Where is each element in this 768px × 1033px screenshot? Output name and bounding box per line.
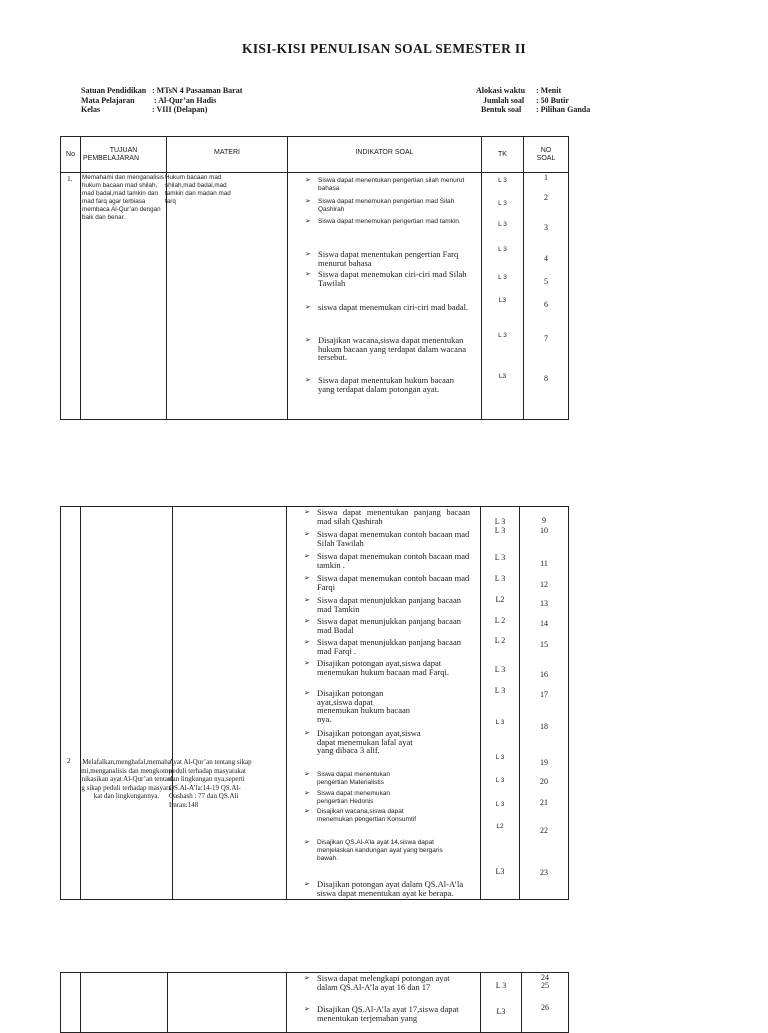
header-tujuan (81, 137, 167, 173)
nosoal-value: 6 (544, 300, 548, 309)
tk-value: L 3 (498, 246, 507, 253)
indikator-item: ➢ Siswa dapat melengkapi potongan ayat dalam QS.Al-A’la ayat 16 dan 17 (304, 973, 450, 992)
nosoal-value: 14 (540, 619, 548, 628)
arrow-bullet-icon: ➢ (304, 552, 310, 560)
arrow-bullet-icon: ➢ (304, 596, 310, 604)
tk-cell (481, 507, 520, 900)
meta-satuan-value: : MTsN 4 Pasaaman Barat (152, 86, 243, 95)
arrow-bullet-icon: ➢ (304, 790, 310, 797)
nosoal-cell (524, 173, 569, 420)
tk-value: L 3 (498, 332, 507, 339)
indikator-item: ➢ Siswa dapat menemukan ciri-ciri mad Silah Tawilah (305, 269, 467, 288)
meta-kelas-value: : VIII (Delapan) (152, 105, 208, 114)
nosoal-value: 1 (544, 173, 548, 182)
tk-value: L 3 (495, 981, 507, 990)
indikator-item: ➢ Siswa dapat menentukan pengertian Farq menurut bahasa (305, 249, 459, 268)
indikator-item: ➢ siswa dapat menemukan ciri-ciri mad badal. (305, 302, 469, 312)
kisi-table-2 (60, 506, 569, 900)
indikator-item: ➢ Disajikan QS.Al-A’la ayat 14,siswa dapat menjelaskan kandungan ayat yang bergaris bawah. (304, 839, 443, 862)
indikator-item: ➢ Disajikan wacana,siswa dapat menemukan pengertian Konsumtif (304, 808, 417, 823)
arrow-bullet-icon: ➢ (304, 617, 310, 625)
header-indikator: INDIKATOR SOAL (288, 137, 482, 173)
indikator-item: ➢ Siswa dapat menentukan hukum bacaan yang terdapat dalam potongan ayat. (305, 375, 454, 394)
indikator-item: ➢ Siswa dapat menunjukkan panjang bacaan mad Farqi . (304, 637, 461, 656)
arrow-bullet-icon: ➢ (305, 376, 311, 384)
arrow-bullet-icon: ➢ (304, 1005, 310, 1013)
arrow-bullet-icon: ➢ (304, 638, 310, 646)
indikator-item: ➢ Disajikan potongan ayat,siswa dapat menemukan hukum bacaan nya. (304, 688, 410, 724)
nosoal-value: 16 (540, 670, 548, 679)
materi-text: Hukum bacaan mad shilah,mad badal,mad tamkin dan madan mad farq (165, 174, 231, 205)
tk-value: L2 (496, 823, 504, 830)
nosoal-value: 2 (544, 193, 548, 202)
row-no: 2 (67, 756, 71, 765)
materi-cell (169, 507, 287, 900)
arrow-bullet-icon: ➢ (305, 218, 311, 225)
nosoal-value: 9 (542, 516, 546, 525)
tk-value: L 2 (494, 616, 506, 625)
arrow-bullet-icon: ➢ (304, 771, 310, 778)
nosoal-value: 26 (541, 1003, 549, 1012)
tk-value: L 3 (495, 754, 505, 761)
nosoal-value: 21 (540, 798, 548, 807)
tk-value: L3 (498, 373, 507, 380)
materi-text: Ayat Al-Qur’an tentang sikap peduli terhadap masyarakat dan lingkungan nya,seperti QS.Al-A’la:14-19 QS.Al-Qashash : 77 dan QS.Ali Imran:148 (169, 758, 252, 809)
meta-mapel-label: Mata Pelajaran (81, 96, 135, 105)
tujuan-cell (81, 173, 167, 420)
indikator-cell (288, 173, 482, 420)
header-nosoal-line2: SOAL (536, 154, 556, 162)
nosoal-value: 15 (540, 640, 548, 649)
meta-mapel-value: : Al-Qur’an Hadis (154, 96, 217, 105)
tk-cell (482, 173, 524, 420)
arrow-bullet-icon: ➢ (304, 729, 310, 737)
header-nosoal (524, 137, 569, 173)
nosoal-value: 18 (540, 722, 548, 731)
tk-value: L 3 (498, 200, 507, 207)
nosoal-value: 22 (540, 826, 548, 835)
tujuan-text: Memahami dan menganalisis hukum bacaan mad shilah, mad badal,mad tamkin dan mad farq agar terbiasa membaca Al-Qur’an dengan baik dan benar. (82, 174, 164, 221)
indikator-item: ➢ Siswa dapat menentukan pengertian silah menurut bahasa (305, 177, 465, 192)
nosoal-value: 7 (544, 334, 548, 343)
table-header-row (61, 137, 569, 173)
tk-value: L 2 (494, 636, 506, 645)
nosoal-value: 20 (540, 777, 548, 786)
arrow-bullet-icon: ➢ (305, 177, 311, 184)
nosoal-value: 10 (540, 526, 548, 535)
nosoal-value: 25 (541, 981, 549, 990)
arrow-bullet-icon: ➢ (304, 880, 310, 888)
indikator-item: ➢ Siswa dapat menentukan pengertian Materialistis (304, 771, 390, 786)
indikator-item: ➢ Siswa dapat menemukan contoh bacaan mad Farqi (304, 573, 470, 592)
tk-value: L 3 (494, 553, 506, 562)
arrow-bullet-icon: ➢ (304, 974, 310, 982)
tk-value: L3 (498, 297, 507, 304)
nosoal-value: 5 (544, 277, 548, 286)
tk-value: L 3 (494, 574, 506, 583)
arrow-bullet-icon: ➢ (304, 689, 310, 697)
tk-value: L 3 (494, 665, 506, 674)
page-title: KISI-KISI PENULISAN SOAL SEMESTER II (242, 41, 526, 56)
tk-value: L 3 (495, 777, 505, 784)
tk-value: L 3 (494, 686, 506, 695)
tk-value: L2 (495, 595, 505, 604)
arrow-bullet-icon: ➢ (305, 198, 311, 205)
row-no-cell (61, 507, 81, 900)
header-tujuan-line1: TUJUAN (109, 146, 138, 154)
indikator-item: ➢ Siswa dapat menunjukkan panjang bacaan mad Tamkin (304, 595, 461, 614)
meta-kelas-label: Kelas (81, 105, 101, 114)
meta-bentuk-value: : Pilihan Ganda (536, 105, 591, 114)
arrow-bullet-icon: ➢ (305, 336, 311, 344)
indikator-item: ➢ Siswa dapat menemukan pengertian mad tamkin. (305, 218, 461, 225)
indikator-item: ➢ Disajikan wacana,siswa dapat menentukan hukum bacaan yang terdapat dalam wacana tersebut. (305, 335, 466, 362)
indikator-item: ➢ Siswa dapat menemukan contoh bacaan mad tamkin . (304, 551, 470, 570)
indikator-item: ➢ Disajikan potongan ayat,siswa dapat menemukan hukum bacaan mad Farqi. (304, 658, 449, 677)
header-tk: TK (482, 137, 524, 173)
nosoal-value: 24 (541, 973, 549, 982)
tujuan-text: Melafalkan,menghafal,memahami,menganalisis dan mengkomunikasikan ayat Al-Qur’an tentang sikap peduli terhadap masyarakat dan lingkungannya. (81, 758, 172, 800)
nosoal-value: 23 (540, 868, 548, 877)
table-row (61, 173, 569, 420)
indikator-item: ➢ Siswa dapat menemukan contoh bacaan mad Silah Tawilah (304, 529, 470, 548)
meta-bentuk-label: Bentuk soal (481, 105, 522, 114)
nosoal-value: 3 (544, 223, 548, 232)
nosoal-value: 4 (544, 254, 548, 263)
meta-jumlah-value: : 50 Butir (536, 96, 569, 105)
tk-value: L 3 (498, 221, 507, 228)
tk-value: L 3 (494, 517, 506, 526)
arrow-bullet-icon: ➢ (304, 530, 310, 538)
meta-alokasi-value: : Menit (536, 86, 562, 95)
indikator-item: ➢ Siswa dapat menemukan pengertian mad Silah Qashirah (305, 198, 455, 213)
indikator-item: ➢ Siswa dapat menemukan pengertian Hedonis (304, 790, 390, 805)
kisi-table-1 (60, 136, 569, 420)
indikator-item: ➢ Siswa dapat menentukan panjang bacaan mad silah Qashirah (304, 507, 470, 526)
arrow-bullet-icon: ➢ (304, 508, 310, 516)
row-no: 1. (67, 174, 73, 183)
indikator-cell (287, 507, 481, 900)
tk-value: L 3 (494, 526, 506, 535)
nosoal-value: 19 (540, 758, 548, 767)
header-materi: MATERI (167, 137, 288, 173)
tk-value: L 3 (498, 177, 507, 184)
meta-satuan-label: Satuan Pendidikan (81, 86, 147, 95)
nosoal-value: 8 (544, 374, 548, 383)
tk-value: L 3 (498, 274, 507, 281)
meta-jumlah-label: Jumlah soal (483, 96, 525, 105)
arrow-bullet-icon: ➢ (305, 303, 311, 311)
tk-value: L3 (496, 1007, 506, 1016)
arrow-bullet-icon: ➢ (304, 574, 310, 582)
header-nosoal-line1: NO (540, 146, 552, 154)
tujuan-cell (81, 507, 173, 900)
tk-value: L 3 (495, 801, 505, 808)
arrow-bullet-icon: ➢ (304, 839, 310, 846)
table-row (61, 507, 569, 900)
indikator-item: ➢ Siswa dapat menunjukkan panjang bacaan mad Badal (304, 616, 461, 635)
arrow-bullet-icon: ➢ (304, 659, 310, 667)
nosoal-cell (520, 507, 569, 900)
indikator-item: ➢ Disajikan QS.Al-A’la ayat 17,siswa dapat menentukan terjemahan yang (304, 1004, 459, 1023)
materi-cell (167, 173, 288, 420)
tk-value: L 3 (495, 719, 505, 726)
arrow-bullet-icon: ➢ (304, 808, 310, 815)
meta-alokasi-label: Alokasi waktu (476, 86, 526, 95)
nosoal-value: 17 (540, 690, 548, 699)
tk-value: L3 (495, 867, 505, 876)
indikator-item: ➢ Disajikan potongan ayat,siswa dapat menemukan lafal ayat yang dibaca 3 alif. (304, 728, 421, 755)
nosoal-value: 12 (540, 580, 548, 589)
arrow-bullet-icon: ➢ (305, 250, 311, 258)
header-tujuan-line2: PEMBELAJARAN (83, 154, 140, 162)
arrow-bullet-icon: ➢ (305, 270, 311, 278)
header-no: No (61, 137, 81, 173)
indikator-item: ➢ Disajikan potongan ayat dalam QS.Al-A’la siswa dapat menentukan ayat ke berapa. (304, 879, 464, 898)
nosoal-value: 11 (540, 559, 548, 568)
row-no-cell (61, 173, 81, 420)
nosoal-value: 13 (540, 599, 548, 608)
